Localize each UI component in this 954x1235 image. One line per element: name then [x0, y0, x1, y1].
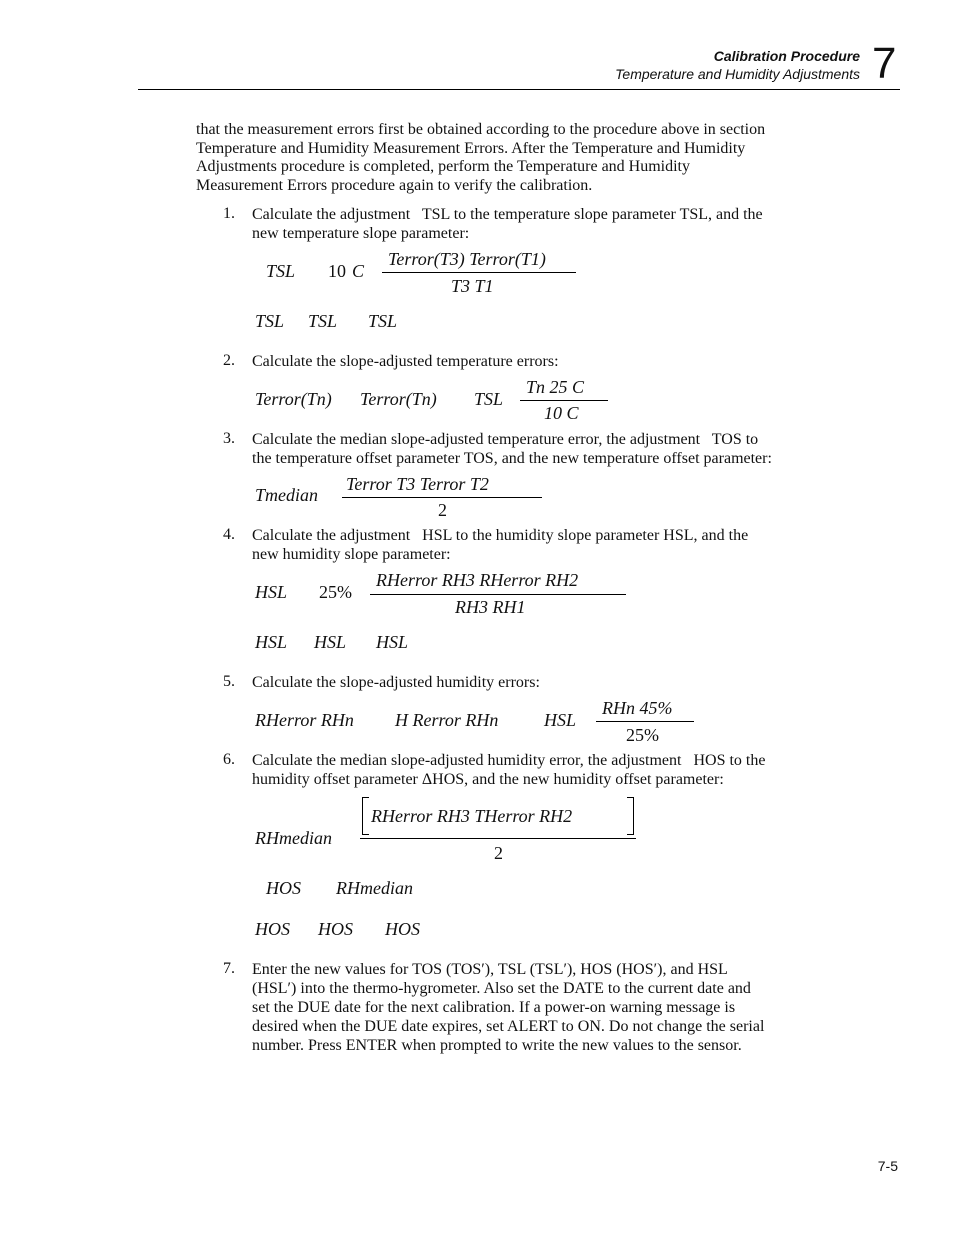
eq6c-term: HOS	[255, 919, 290, 939]
step-text	[252, 673, 822, 692]
intro-paragraph	[196, 121, 821, 195]
step-text	[252, 352, 822, 371]
step-line: number. Press ENTER when prompted to write the new values to the sensor.	[252, 1037, 742, 1054]
step-number: 4.	[223, 526, 235, 543]
step-line: new humidity slope parameter:	[252, 546, 451, 563]
step-number: 7.	[223, 960, 235, 977]
step-text	[252, 751, 822, 789]
eq2-fraction-bar	[520, 400, 608, 401]
running-header-subtitle: Temperature and Humidity Adjustments	[615, 66, 860, 82]
step-text	[252, 430, 822, 468]
eq3-denominator: 2	[438, 500, 447, 520]
step-text	[252, 526, 822, 564]
left-bracket	[362, 797, 369, 835]
step-line: Calculate the adjustment TSL to the temperature slope parameter TSL, and the	[252, 206, 763, 223]
step-line: Calculate the slope-adjusted temperature errors:	[252, 353, 559, 370]
eq1-fraction-bar	[382, 272, 576, 273]
step-text	[252, 205, 822, 243]
step-number: 3.	[223, 430, 235, 447]
eq2-lhs: Terror(Tn)	[255, 389, 332, 409]
eq6-lhs: RHmedian	[255, 828, 332, 848]
eq5-lhs: RHerror RHn	[255, 710, 354, 730]
intro-line: that the measurement errors first be obtained according to the procedure above in section	[196, 121, 766, 138]
eq5-denominator: 25%	[626, 725, 659, 745]
step-number: 6.	[223, 751, 235, 768]
page-number: 7-5	[877, 1158, 898, 1174]
eq4-numerator: RHerror RH3 RHerror RH2	[376, 570, 579, 590]
eq4-denominator: RH3 RH1	[455, 597, 526, 617]
eq6-numerator: RHerror RH3 THerror RH2	[371, 806, 573, 826]
step-line: Calculate the median slope-adjusted humidity error, the adjustment HOS to the	[252, 752, 766, 769]
step-line: (HSL′) into the thermo-hygrometer. Also set the DATE to the current date and	[252, 980, 751, 997]
eq5-numerator: RHn 45%	[602, 698, 673, 718]
step-number: 2.	[223, 352, 235, 369]
intro-line: Measurement Errors procedure again to verify the calibration.	[196, 176, 593, 194]
eq6c-term: HOS	[318, 919, 353, 939]
eq1-coef: 10	[328, 261, 346, 281]
step-line: Calculate the adjustment HSL to the humidity slope parameter HSL, and the	[252, 527, 749, 544]
eq1b-term: TSL	[255, 311, 285, 331]
eq4b-term: HSL	[255, 632, 288, 652]
eq4b-term: HSL	[376, 632, 409, 652]
eq1-denominator: T3 T1	[451, 276, 494, 296]
step-line: humidity offset parameter ΔHOS, and the new humidity offset parameter:	[252, 771, 724, 788]
step-line: the temperature offset parameter TOS, and the new temperature offset parameter:	[252, 450, 772, 467]
step-text	[252, 960, 822, 1055]
eq4b-term: HSL	[314, 632, 347, 652]
eq2-denominator: 10 C	[544, 403, 579, 423]
eq3-fraction-bar	[342, 497, 542, 498]
step-line: new temperature slope parameter:	[252, 225, 470, 242]
eq1-lhs: TSL	[266, 261, 296, 281]
eq5-op: HSL	[544, 710, 577, 730]
eq4-lhs: HSL	[255, 582, 288, 602]
eq2-numerator: Tn 25 C	[526, 377, 585, 397]
eq5-fraction-bar	[596, 721, 694, 722]
eq4-coef: 25%	[319, 582, 352, 602]
eq6-fraction-bar	[360, 838, 636, 839]
header-rule	[138, 89, 900, 90]
step-line: Enter the new values for TOS (TOS′), TSL (TSL′), HOS (HOS′), and HSL	[252, 961, 728, 978]
step-line: set the DUE date for the next calibration. If a power-on warning message is	[252, 999, 736, 1016]
eq6c-term: HOS	[385, 919, 420, 939]
chapter-number: 7	[872, 39, 897, 88]
eq6b-term: RHmedian	[336, 878, 413, 898]
eq6-denominator: 2	[494, 843, 503, 863]
eq1b-term: TSL	[308, 311, 338, 331]
eq2-op: TSL	[474, 389, 504, 409]
eq4-fraction-bar	[370, 594, 626, 595]
eq2-term: Terror(Tn)	[360, 389, 437, 409]
step-line: desired when the DUE date expires, set ALERT to ON. Do not change the serial	[252, 1018, 765, 1035]
eq1-unit: C	[352, 261, 365, 281]
eq3-lhs: Tmedian	[255, 485, 318, 505]
eq3-numerator: Terror T3 Terror T2	[346, 474, 489, 494]
right-bracket	[627, 797, 634, 835]
intro-line: Temperature and Humidity Measurement Errors. After the Temperature and Humidity	[196, 139, 746, 157]
step-line: Calculate the slope-adjusted humidity errors:	[252, 674, 540, 691]
intro-line: Adjustments procedure is completed, perform the Temperature and Humidity	[196, 158, 690, 175]
running-header-title: Calibration Procedure	[713, 48, 860, 64]
eq1b-term: TSL	[368, 311, 398, 331]
eq5-term: H Rerror RHn	[395, 710, 499, 730]
eq1-numerator: Terror(T3) Terror(T1)	[388, 249, 546, 269]
step-number: 5.	[223, 673, 235, 690]
eq6b-term: HOS	[266, 878, 301, 898]
step-number: 1.	[223, 205, 235, 222]
step-line: Calculate the median slope-adjusted temperature error, the adjustment TOS to	[252, 431, 759, 448]
